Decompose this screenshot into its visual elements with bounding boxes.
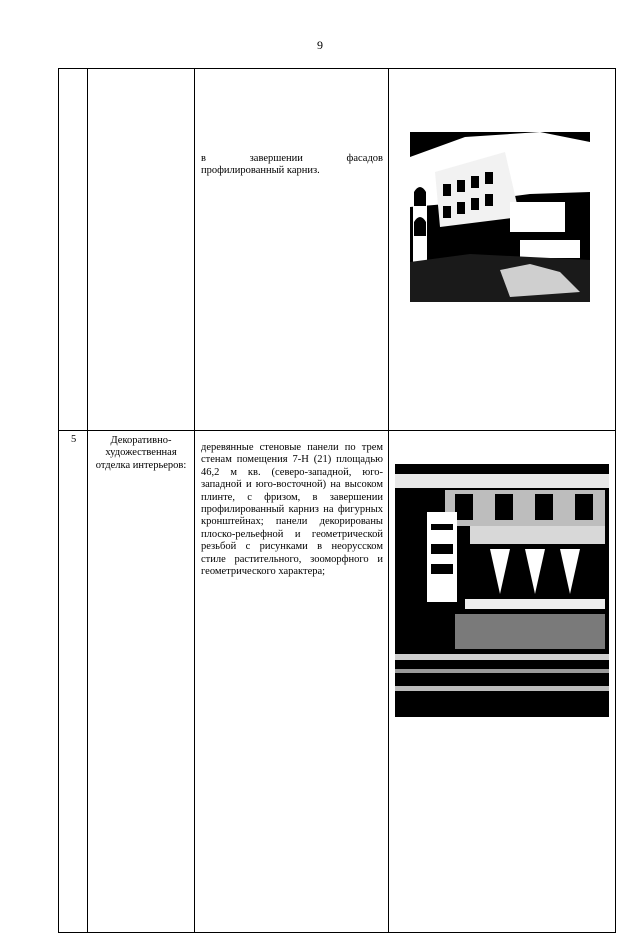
feature-title <box>88 69 195 431</box>
carved-wood-panel-photo <box>395 464 609 717</box>
page-number: 9 <box>317 38 323 52</box>
row-number <box>59 69 88 431</box>
photo-cell <box>389 431 616 933</box>
courtyard-facade-photo <box>410 132 590 302</box>
feature-description: деревянные стеновые панели по трем стенам помещения 7-Н (21) площадью 46,2 м кв. (северо-западной, юго-западной и юго-восточной) на высоком плинте, с фризом, в завершении профилированный карниз на фигурных кронштейнах; панели декорированы плоско-рельефной и геометрической резьбой с рисунками в неорусском стиле растительного, зооморфного и геометрического характера; <box>195 431 389 933</box>
table-row <box>59 69 616 431</box>
row-number: 5 <box>59 431 88 933</box>
monument-features-table <box>58 68 616 933</box>
feature-description: в завершении фасадов профилированный карниз. <box>195 69 389 431</box>
photo-cell <box>389 69 616 431</box>
table-row <box>59 431 616 933</box>
feature-title: Декоративно-художественная отделка интерьеров: <box>88 431 195 933</box>
